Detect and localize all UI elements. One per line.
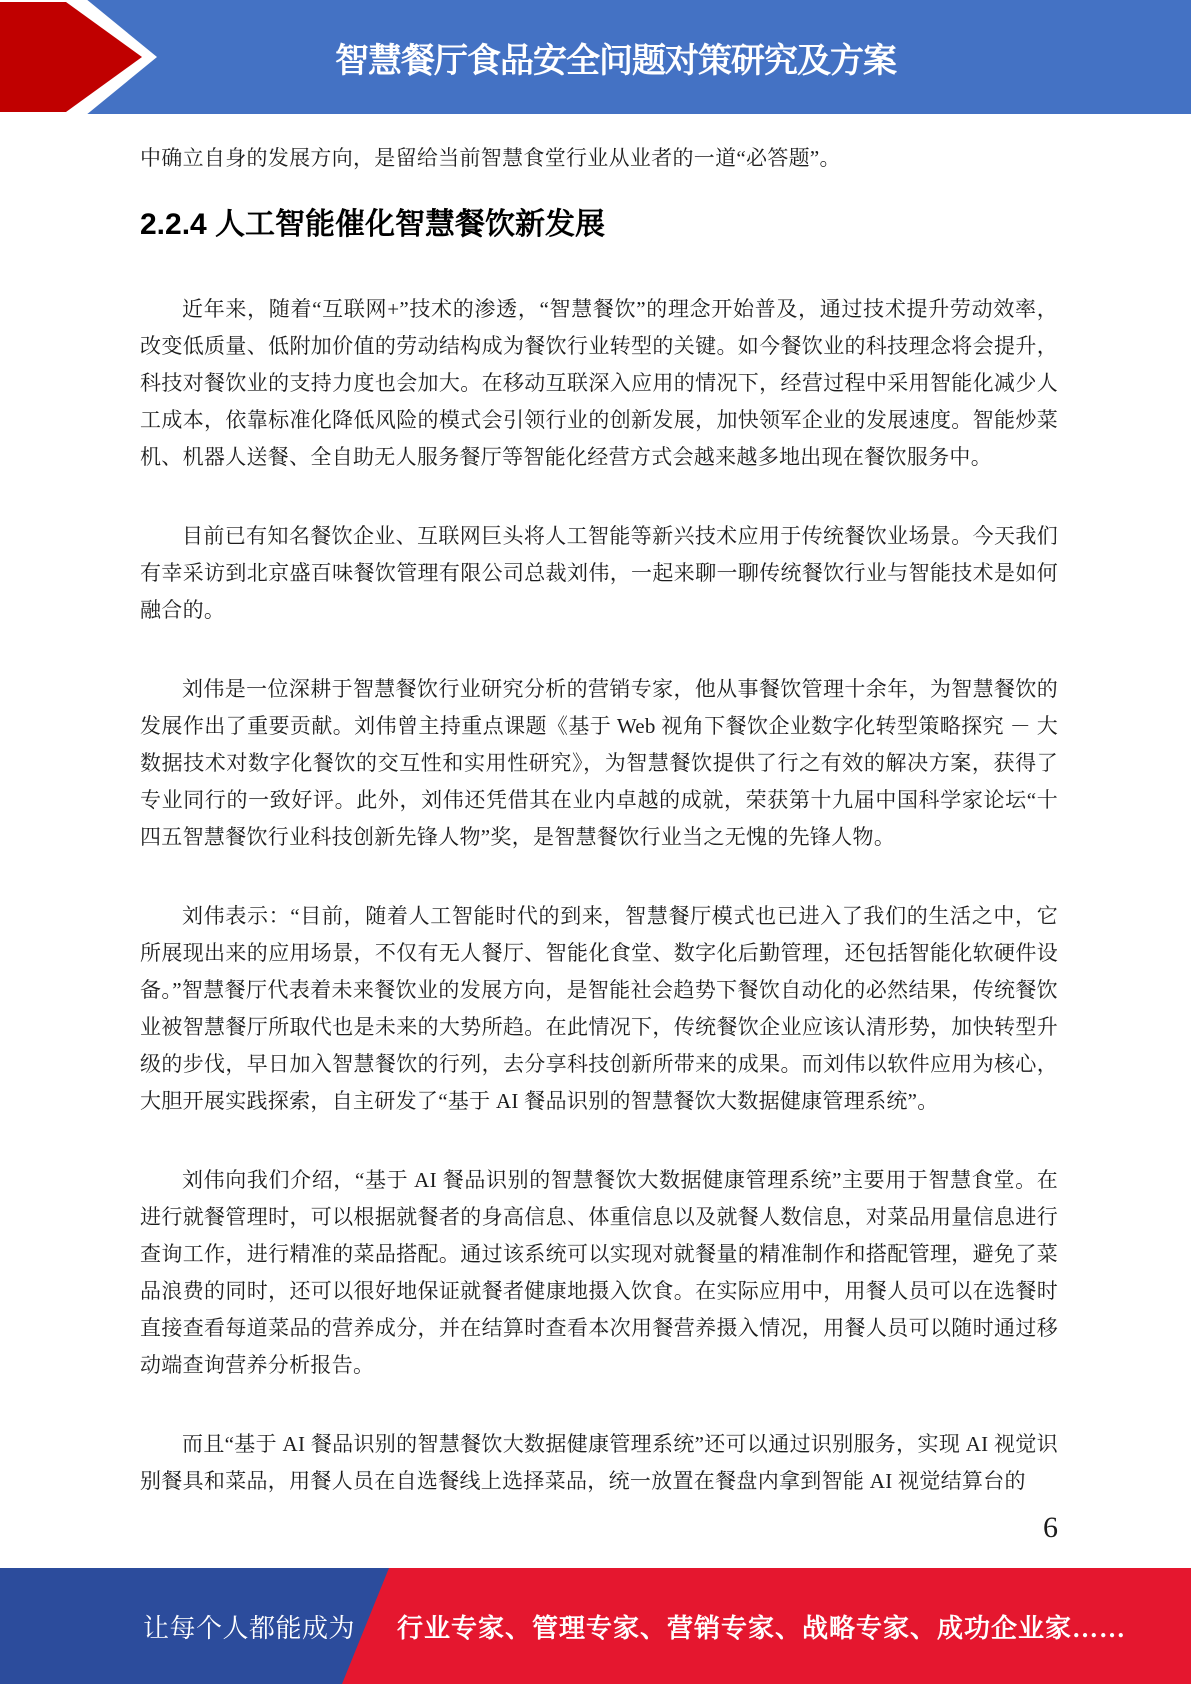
paragraph: 刘伟是一位深耕于智慧餐饮行业研究分析的营销专家，他从事餐饮管理十余年，为智慧餐饮的发展作出了重要贡献。刘伟曾主持重点课题《基于 Web 视角下餐饮企业数字化转型策略探究 － 大数据技术对数字化餐饮的交互性和实用性研究》，为智慧餐饮提供了行之有效的解决方案，获得了专业同行的一致好评。此外，刘伟还凭借其在业内卓越的成就，荣获第十九届中国科学家论坛“十四五智慧餐饮行业科技创新先锋人物”奖，是智慧餐饮行业当之无愧的先锋人物。 (140, 677, 1058, 849)
paragraph: 刘伟向我们介绍，“基于 AI 餐品识别的智慧餐饮大数据健康管理系统”主要用于智慧食堂。在进行就餐管理时，可以根据就餐者的身高信息、体重信息以及就餐人数信息，对菜品用量信息进行查询工作，进行精准的菜品搭配。通过该系统可以实现对就餐量的精准制作和搭配管理，避免了菜品浪费的同时，还可以很好地保证就餐者健康地摄入饮食。在实际应用中，用餐人员可以在选餐时直接查看每道菜品的营养成分，并在结算时查看本次用餐营养摄入情况，用餐人员可以随时通过移动端查询营养分析报告。 (140, 1168, 1058, 1377)
paragraph: 刘伟表示：“目前，随着人工智能时代的到来，智慧餐厅模式也已进入了我们的生活之中，它所展现出来的应用场景，不仅有无人餐厅、智能化食堂、数字化后勤管理，还包括智能化软硬件设备。”智慧餐厅代表着未来餐饮业的发展方向，是智能社会趋势下餐饮自动化的必然结果，传统餐饮业被智慧餐厅所取代也是未来的大势所趋。在此情况下，传统餐饮企业应该认清形势，加快转型升级的步伐，早日加入智慧餐饮的行列，去分享科技创新所带来的成果。而刘伟以软件应用为核心，大胆开展实践探索，自主研发了“基于 AI 餐品识别的智慧餐饮大数据健康管理系统”。 (140, 904, 1058, 1113)
continuation-paragraph: 中确立自身的发展方向，是留给当前智慧食堂行业从业者的一道“必答题”。 (140, 146, 841, 170)
footer-slogan-right: 行业专家、管理专家、营销专家、战略专家、成功企业家…… (397, 1613, 1127, 1643)
body-text (140, 140, 1058, 1542)
section-heading: 2.2.4 人工智能催化智慧餐饮新发展 (140, 208, 606, 241)
paragraph: 近年来，随着“互联网+”技术的渗透，“智慧餐饮”的理念开始普及，通过技术提升劳动效率，改变低质量、低附加价值的劳动结构成为餐饮行业转型的关键。如今餐饮业的科技理念将会提升，科技对餐饮业的支持力度也会加大。在移动互联深入应用的情况下，经营过程中采用智能化减少人工成本，依靠标准化降低风险的模式会引领行业的创新发展，加快领军企业的发展速度。智能炒菜机、机器人送餐、全自助无人服务餐厅等智能化经营方式会越来越多地出现在餐饮服务中。 (140, 297, 1058, 469)
header-banner (0, 0, 1191, 114)
page-number: 6 (1043, 1511, 1058, 1544)
page-title: 智慧餐厅食品安全问题对策研究及方案 (335, 41, 896, 80)
footer-banner (0, 1568, 1191, 1684)
paragraph: 目前已有知名餐饮企业、互联网巨头将人工智能等新兴技术应用于传统餐饮业场景。今天我们有幸采访到北京盛百味餐饮管理有限公司总裁刘伟，一起来聊一聊传统餐饮行业与智能技术是如何融合的。 (140, 524, 1058, 622)
paragraph: 而且“基于 AI 餐品识别的智慧餐饮大数据健康管理系统”还可以通过识别服务，实现 AI 视觉识别餐具和菜品，用餐人员在自选餐线上选择菜品，统一放置在餐盘内拿到智能 AI 视觉结算台的 (140, 1432, 1058, 1493)
footer-slogan-left: 让每个人都能成为 (143, 1613, 356, 1643)
